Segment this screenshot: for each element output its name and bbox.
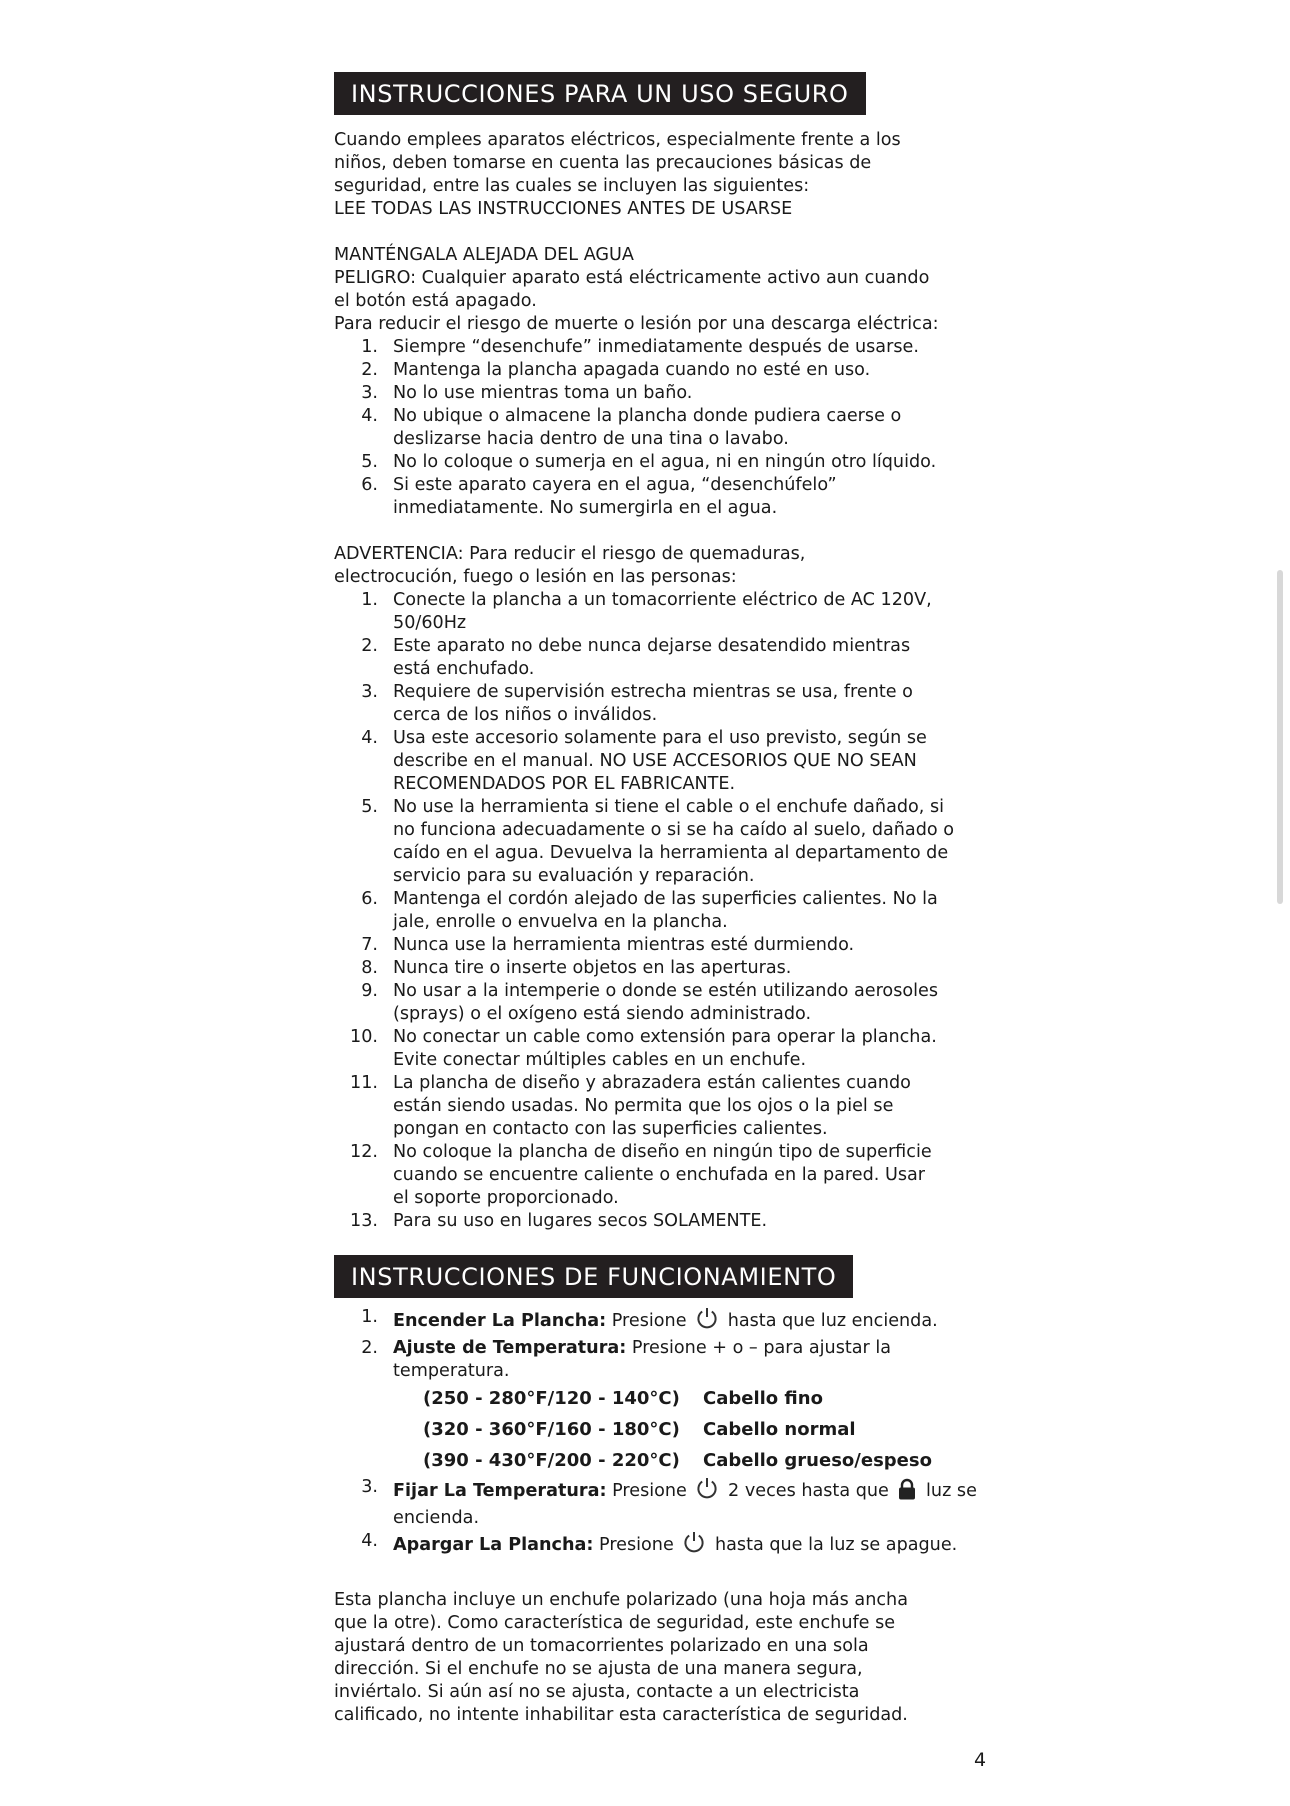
water-warning (334, 244, 1034, 336)
list-item: 2. Mantenga la plancha apagada cuando no esté en uso. (361, 360, 871, 380)
operation-list-continued (334, 1476, 1034, 1561)
intro-line: niños, deben tomarse en cuenta las precauciones básicas de (334, 153, 872, 173)
plug-note-line: Esta plancha incluye un enchufe polarizado (una hoja más ancha (334, 1590, 908, 1610)
list-item: 4. No ubique o almacene la plancha donde pudiera caerse o deslizarse hacia dentro de una tina o lavabo. (361, 406, 902, 449)
list-item: 13. Para su uso en lugares secos SOLAMENTE. (350, 1211, 768, 1231)
list-item: 10. No conectar un cable como extensión para operar la plancha. Evite conectar múltiples cables en un enchufe. (350, 1027, 937, 1070)
operation-step: 3. Fijar La Temperatura: Presione 2 veces hasta que luz se encienda. (361, 1477, 977, 1528)
list-item: 3. Requiere de supervisión estrecha mientras se usa, frente o cerca de los niños o inválidos. (361, 682, 913, 725)
water-line: PELIGRO: Cualquier aparato está eléctricamente activo aun cuando (334, 268, 930, 288)
temperature-row: (250 - 280°F/120 - 140°C) Cabello fino (423, 1388, 823, 1409)
operation-step: 2. Ajuste de Temperatura: Presione + o – para ajustar la temperatura. (361, 1338, 892, 1381)
water-line: el botón está apagado. (334, 291, 537, 311)
water-line: Para reducir el riesgo de muerte o lesión por una descarga eléctrica: (334, 314, 939, 334)
operation-step: 1. Encender La Plancha: Presione hasta que luz encienda. (334, 1306, 1034, 1337)
general-warning (334, 543, 1034, 589)
danger-list (334, 336, 1034, 520)
list-item: 5. No use la herramienta si tiene el cable o el enchufe dañado, si no funciona adecuadamente o si se ha caído al suelo, dañado o caído en el agua. Devuelva la herramienta al departamento de servicio para su evaluación y reparación. (361, 797, 954, 886)
list-item: 5. No lo coloque o sumerja en el agua, ni en ningún otro líquido. (361, 452, 937, 472)
list-item: 3. No lo use mientras toma un baño. (361, 383, 693, 403)
list-item: 6. Mantenga el cordón alejado de las superficies calientes. No la jale, enrolle o envuelva en la plancha. (361, 889, 938, 932)
intro-line: seguridad, entre las cuales se incluyen las siguientes: (334, 176, 810, 196)
warning-list (334, 589, 1034, 1233)
temperature-row: (390 - 430°F/200 - 220°C) Cabello grueso/espeso (423, 1450, 932, 1471)
power-icon (695, 1306, 719, 1337)
manual-page (334, 72, 1034, 1727)
scrollbar[interactable] (1277, 570, 1283, 904)
list-item: 1. Conecte la plancha a un tomacorriente eléctrico de AC 120V, 50/60Hz (361, 590, 932, 633)
list-item: 4. Usa este accesorio solamente para el uso previsto, según se describe en el manual. NO USE ACCESORIOS QUE NO SEAN RECOMENDADOS POR EL FABRICANTE. (361, 728, 927, 794)
list-item: 12. No coloque la plancha de diseño en ningún tipo de superficie cuando se encuentre caliente o enchufada en la pared. Usar el soporte proporcionado. (350, 1142, 932, 1208)
plug-note-line: inviértalo. Si aún así no se ajusta, contacte a un electricista (334, 1682, 860, 1702)
lock-icon (897, 1478, 917, 1507)
warning-line: ADVERTENCIA: Para reducir el riesgo de quemaduras, (334, 544, 806, 564)
plug-note (334, 1589, 1034, 1727)
plug-note-line: calificado, no intente inhabilitar esta característica de seguridad. (334, 1705, 908, 1725)
list-item: 11. La plancha de diseño y abrazadera están calientes cuando están siendo usadas. No permita que los ojos o la piel se pongan en contacto con las superficies calientes. (350, 1073, 911, 1139)
power-icon (695, 1476, 719, 1507)
safety-intro (334, 129, 1034, 221)
power-icon (682, 1530, 706, 1561)
list-item: 7. Nunca use la herramienta mientras esté durmiendo. (361, 935, 855, 955)
plug-note-line: ajustará dentro de un tomacorrientes polarizado en una sola (334, 1636, 869, 1656)
list-item: 6. Si este aparato cayera en el agua, “desenchúfelo” inmediatamente. No sumergirla en el agua. (361, 475, 837, 518)
plug-note-line: dirección. Si el enchufe no se ajusta de una manera segura, (334, 1659, 863, 1679)
warning-line: electrocución, fuego o lesión en las personas: (334, 567, 737, 587)
operation-heading: INSTRUCCIONES DE FUNCIONAMIENTO (334, 1255, 853, 1298)
intro-line: LEE TODAS LAS INSTRUCCIONES ANTES DE USARSE (334, 199, 793, 219)
intro-line: Cuando emplees aparatos eléctricos, especialmente frente a los (334, 130, 901, 150)
list-item: 2. Este aparato no debe nunca dejarse desatendido mientras está enchufado. (361, 636, 911, 679)
plug-note-line: que la otre). Como característica de seguridad, este enchufe se (334, 1613, 896, 1633)
temperature-row: (320 - 360°F/160 - 180°C) Cabello normal (423, 1419, 856, 1440)
list-item: 9. No usar a la intemperie o donde se estén utilizando aerosoles (sprays) o el oxígeno está siendo administrado. (361, 981, 939, 1024)
operation-list (334, 1306, 1034, 1383)
list-item: 8. Nunca tire o inserte objetos en las aperturas. (361, 958, 792, 978)
water-line: MANTÉNGALA ALEJADA DEL AGUA (334, 245, 634, 265)
safety-heading: INSTRUCCIONES PARA UN USO SEGURO (334, 72, 866, 115)
list-item: 1. Siempre “desenchufe” inmediatamente después de usarse. (361, 337, 919, 357)
page-number: 4 (974, 1749, 987, 1771)
operation-step: 4. Apargar La Plancha: Presione hasta que la luz se apague. (334, 1530, 1034, 1561)
temperature-table (334, 1383, 1034, 1476)
